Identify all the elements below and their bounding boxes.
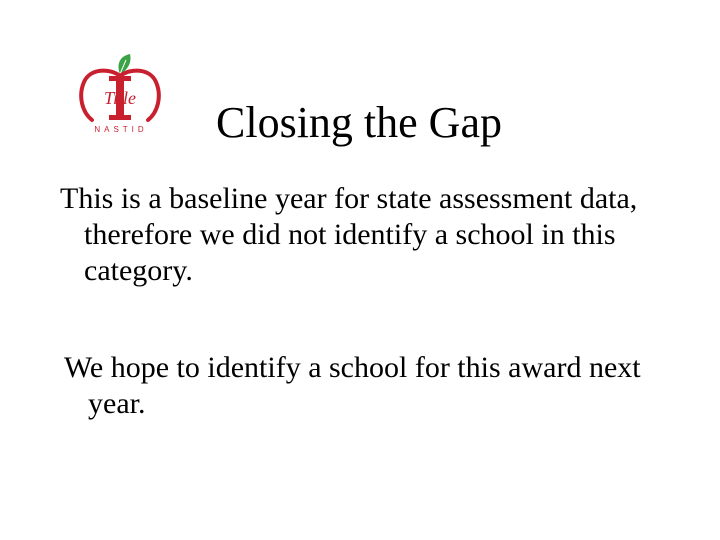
body-paragraph-2: We hope to identify a school for this award next year. [64,351,641,420]
slide-title: Closing the Gap [216,98,502,147]
apple-logo-icon [76,52,166,136]
body-paragraph-1: This is a baseline year for state assessment data, therefore we did not identify a school in this category. [60,182,638,287]
logo-org-text: NASTID [94,125,148,134]
title-i-logo [76,52,166,136]
logo-script-text: Title [103,88,137,108]
